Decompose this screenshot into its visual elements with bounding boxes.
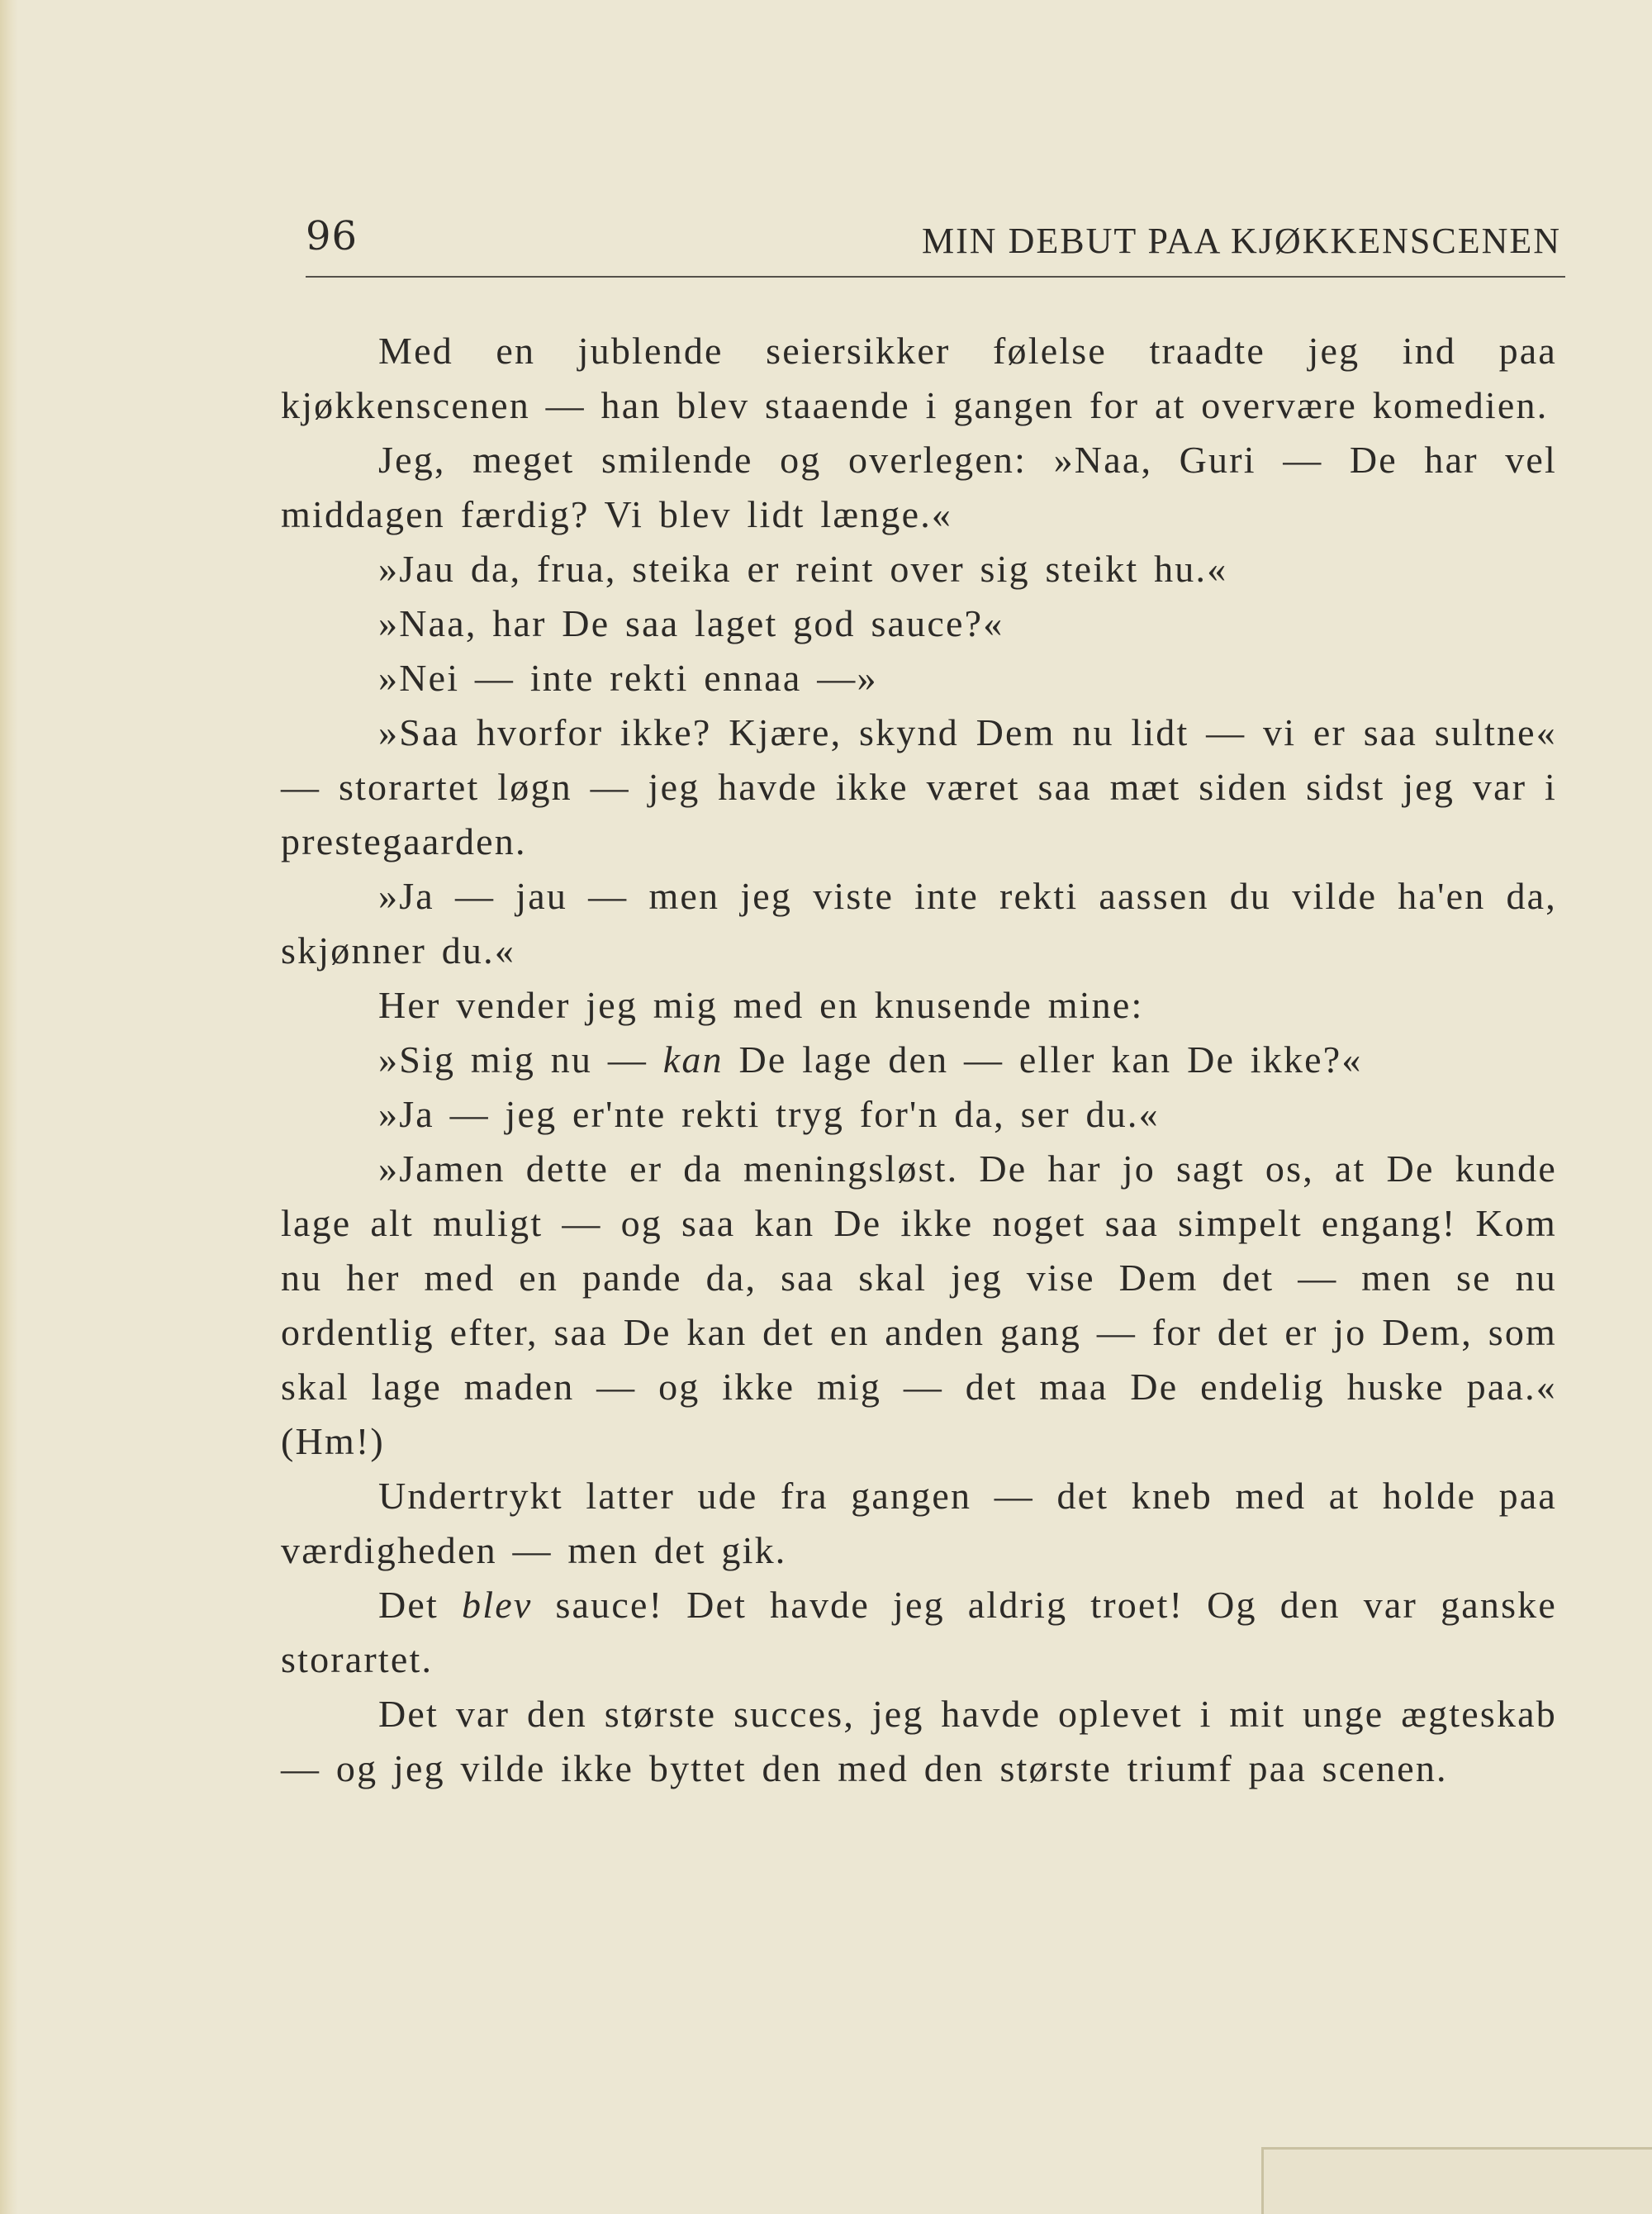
paragraph	[281, 1578, 1557, 1687]
paragraph: »Nei — inte rekti ennaa —»	[378, 657, 878, 699]
emphasized-word: blev	[462, 1584, 533, 1626]
paragraph: »Naa, har De saa laget god sauce?«	[378, 602, 1004, 644]
paragraph: »Ja — jau — men jeg viste inte rekti aassen du vilde ha'en da, skjønner du.«	[281, 875, 1557, 972]
header-rule	[306, 276, 1565, 278]
paragraph: »Jau da, frua, steika er reint over sig steikt hu.«	[378, 548, 1228, 590]
paragraph-part: sauce! Det havde jeg aldrig troet! Og den var ganske storartet.	[281, 1584, 1558, 1680]
paragraph: »Saa hvorfor ikke? Kjære, skynd Dem nu lidt — vi er saa sultne« — storartet løgn — jeg havde ikke været saa mæt siden sidst jeg var i prestegaarden.	[281, 711, 1557, 862]
page-corner-tab	[1261, 2147, 1652, 2214]
body-text	[281, 324, 1557, 1796]
paragraph: Her vender jeg mig med en knusende mine:	[378, 984, 1144, 1026]
book-page	[281, 0, 1565, 2214]
paragraph: »Jamen dette er da meningsløst. De har jo sagt os, at De kunde lage alt muligt — og saa kan De ikke noget saa simpelt engang! Kom nu her med en pande da, saa skal jeg vise Dem det — men se nu ordentlig efter, saa De kan det en anden gang — for det er jo Dem, som skal lage maden — og ikke mig — det maa De endelig huske paa.« (Hm!)	[281, 1147, 1557, 1462]
running-head	[306, 213, 1561, 271]
emphasized-word: kan	[662, 1038, 724, 1081]
running-title: MIN DEBUT PAA KJØKKENSCENEN	[922, 221, 1561, 261]
paragraph-part: »Sig mig nu —	[378, 1038, 663, 1081]
paragraph: »Ja — jeg er'nte rekti tryg for'n da, ser du.«	[378, 1093, 1160, 1135]
page-edge-shadow	[0, 0, 18, 2214]
paragraph: Med en jublende seiersikker følelse traadte jeg ind paa kjøkkenscenen — han blev staaende i gangen for at overvære komedien.	[281, 330, 1557, 426]
paragraph: Det var den største succes, jeg havde oplevet i mit unge ægteskab — og jeg vilde ikke byttet den med den største triumf paa scenen.	[281, 1693, 1557, 1789]
paragraph: Jeg, meget smilende og overlegen: »Naa, Guri — De har vel middagen færdig? Vi blev lidt længe.«	[281, 439, 1557, 535]
page-number: 96	[306, 213, 358, 259]
paragraph-part: Det	[378, 1584, 463, 1626]
paragraph-part: De lage den — eller kan De ikke?«	[723, 1038, 1363, 1081]
paragraph: Undertrykt latter ude fra gangen — det kneb med at holde paa værdigheden — men det gik.	[281, 1475, 1557, 1571]
paragraph	[281, 1033, 1557, 1087]
